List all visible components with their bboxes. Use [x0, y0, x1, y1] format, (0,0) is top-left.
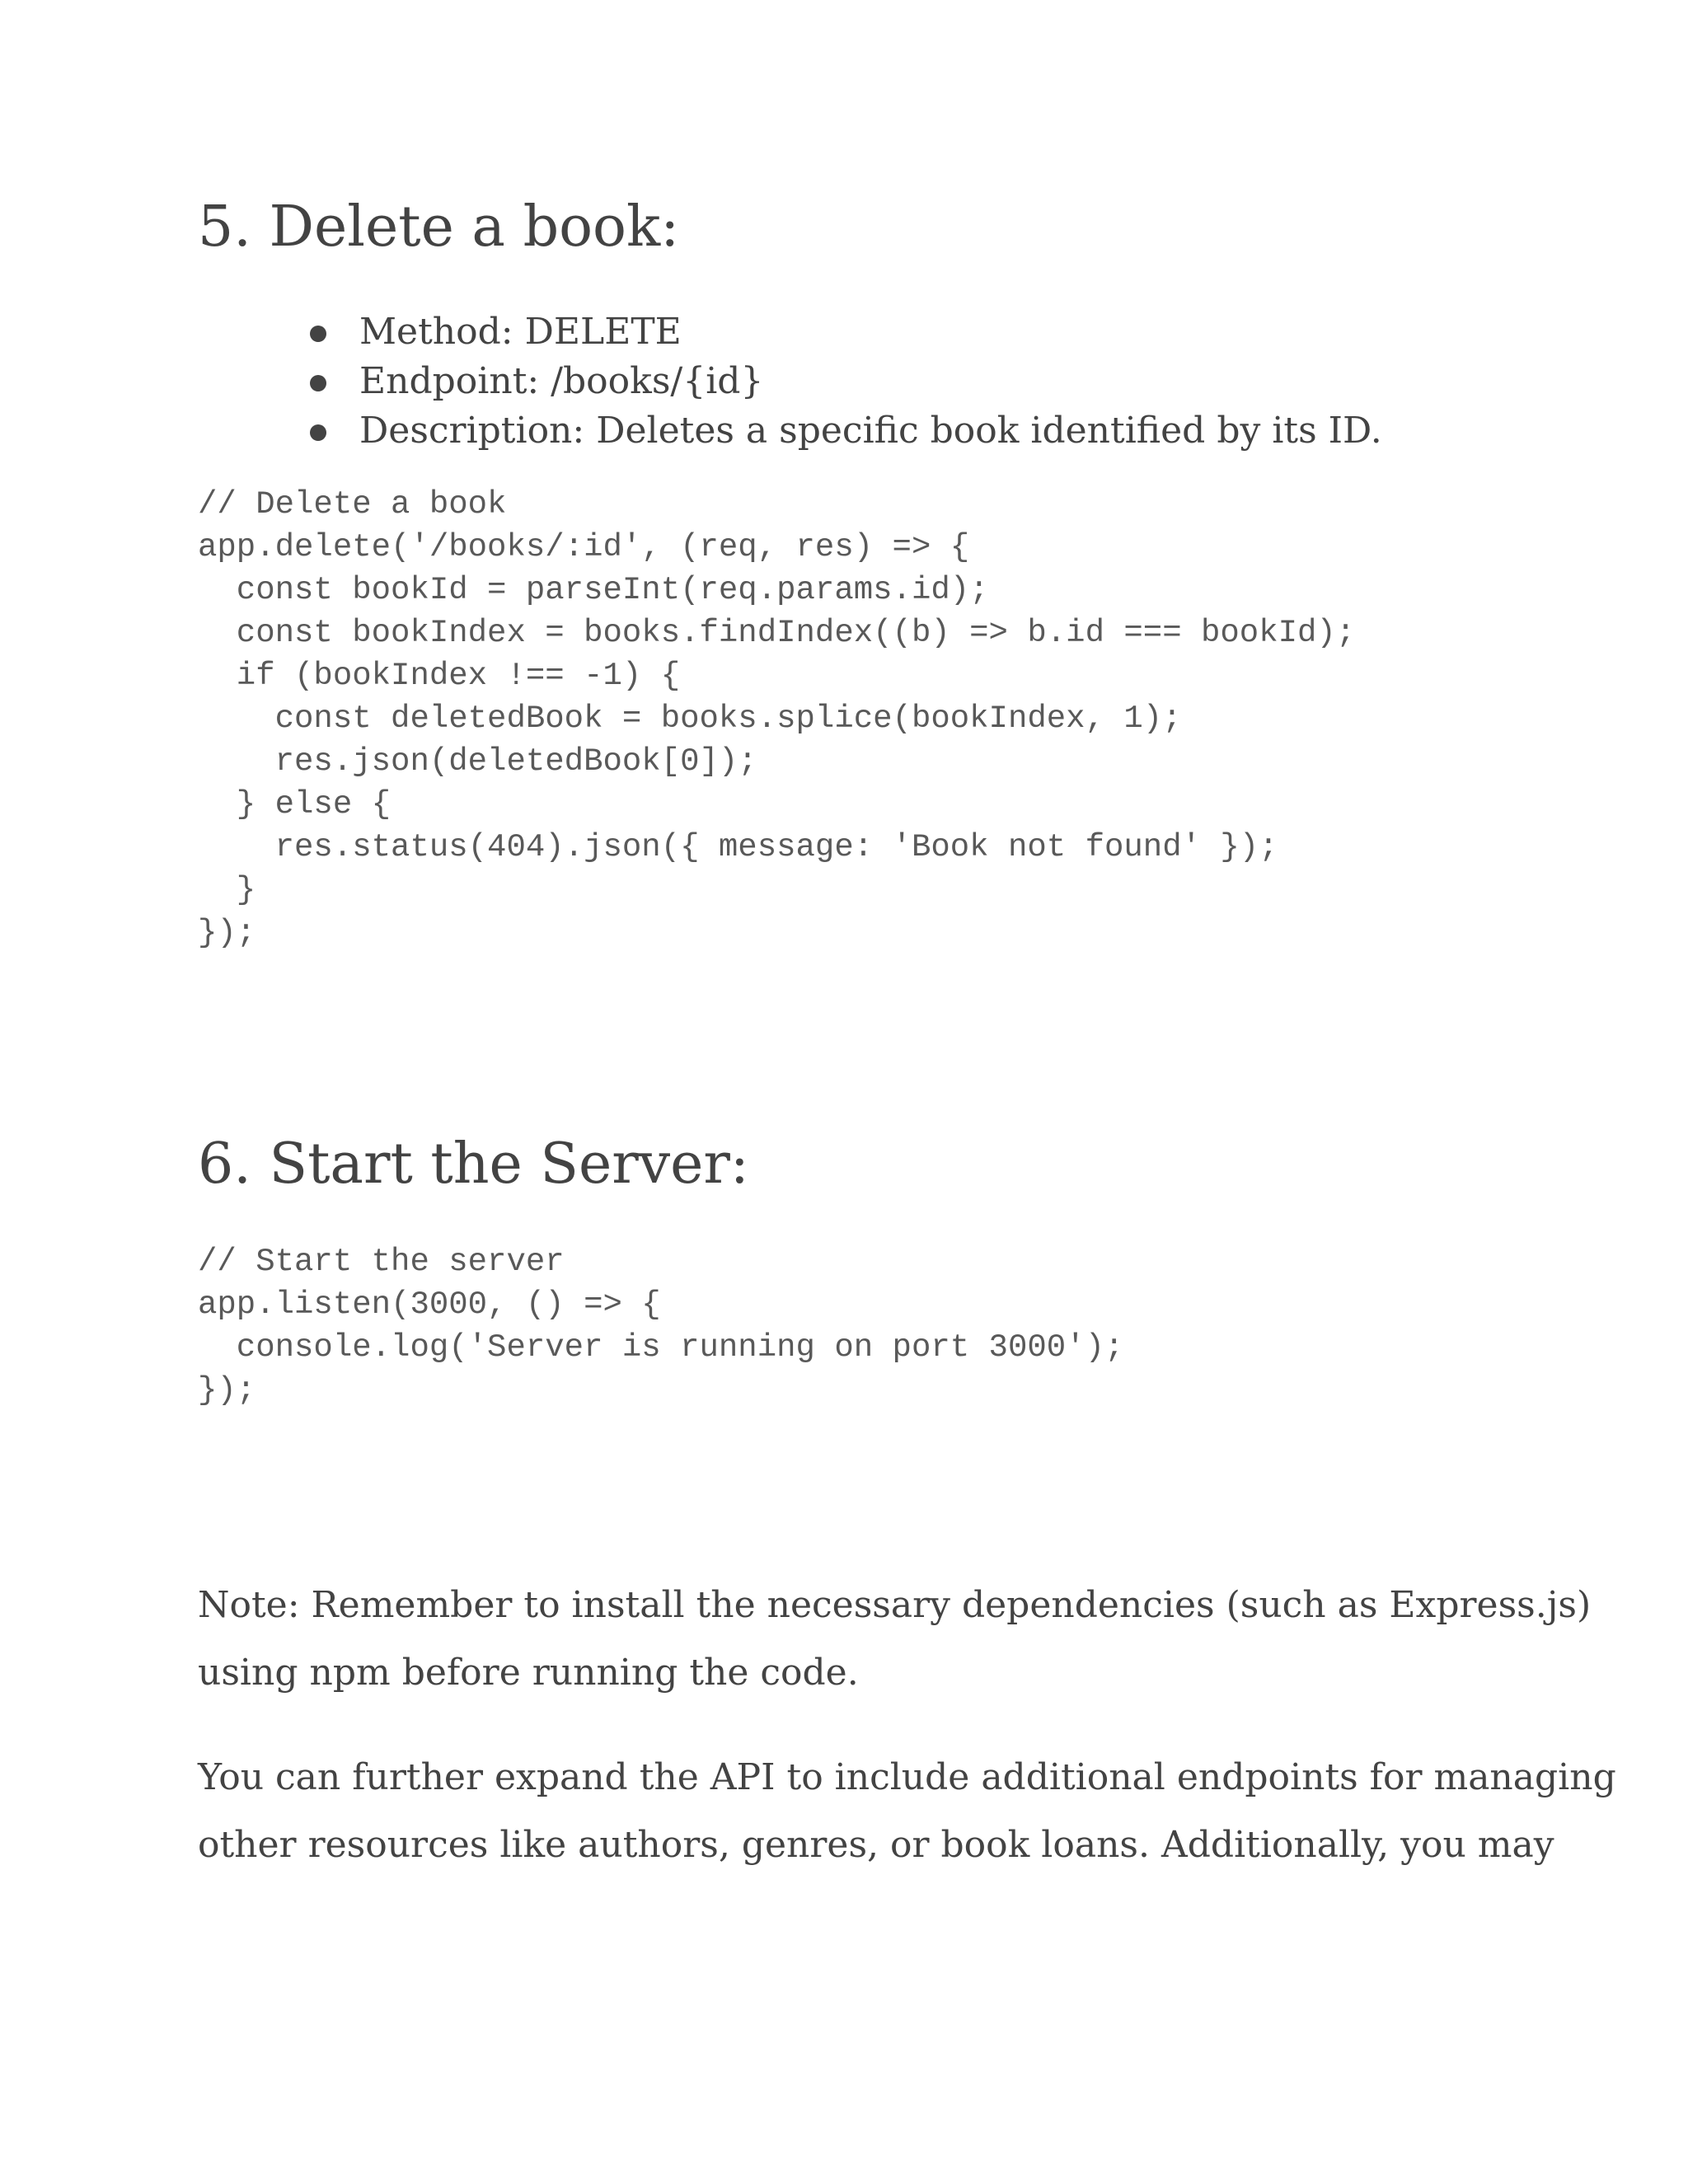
bullet-icon — [310, 326, 326, 342]
code-block-start-server — [198, 1240, 1123, 1412]
bullet-icon — [310, 424, 326, 441]
paragraph-line: other resources like authors, genres, or book loans. Additionally, you may — [198, 1824, 1554, 1866]
code-block-delete-book — [198, 483, 1355, 954]
endpoint-details-list — [310, 307, 1382, 456]
code-line: res.json(deletedBook[0]); — [198, 743, 757, 780]
code-line: } else { — [198, 786, 392, 823]
list-item — [310, 406, 1382, 456]
method-text: Method: DELETE — [359, 311, 682, 353]
code-line: // Delete a book — [198, 486, 507, 523]
paragraph-line: using npm before running the code. — [198, 1652, 859, 1694]
code-line: const bookId = parseInt(req.params.id); — [198, 572, 989, 608]
code-line: // Start the server — [198, 1244, 565, 1280]
section-heading-delete-book: 5. Delete a book: — [198, 194, 680, 260]
code-line: console.log('Server is running on port 3000'); — [198, 1329, 1124, 1366]
note-paragraph — [198, 1572, 1592, 1707]
list-item — [310, 357, 1382, 406]
section-heading-start-server: 6. Start the Server: — [198, 1132, 749, 1197]
description-text: Description: Deletes a specific book identified by its ID. — [359, 410, 1382, 452]
code-line: const bookIndex = books.findIndex((b) => b.id === bookId); — [198, 615, 1356, 651]
code-line: } — [198, 872, 256, 908]
code-line: }); — [198, 1372, 256, 1408]
expand-api-paragraph — [198, 1744, 1616, 1879]
code-line: const deletedBook = books.splice(bookIndex, 1); — [198, 701, 1182, 737]
paragraph-line: You can further expand the API to include additional endpoints for managing — [198, 1756, 1616, 1798]
bullet-icon — [310, 375, 326, 391]
list-item — [310, 307, 1382, 357]
paragraph-line: Note: Remember to install the necessary dependencies (such as Express.js) — [198, 1584, 1592, 1626]
code-line: if (bookIndex !== -1) { — [198, 658, 681, 694]
code-line: res.status(404).json({ message: 'Book not found' }); — [198, 829, 1278, 865]
code-line: app.listen(3000, () => { — [198, 1286, 661, 1323]
code-line: app.delete('/books/:id', (req, res) => { — [198, 529, 970, 565]
endpoint-text: Endpoint: /books/{id} — [359, 360, 764, 402]
code-line: }); — [198, 915, 256, 951]
